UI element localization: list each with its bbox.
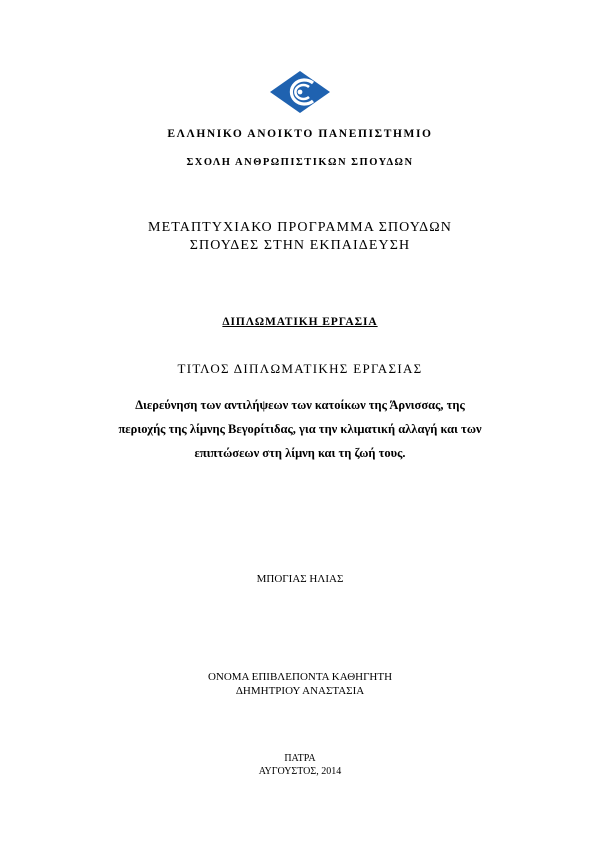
- thesis-title: [0, 393, 600, 465]
- school-name: ΣΧΟΛΗ ΑΝΘΡΩΠΙΣΤΙΚΩΝ ΣΠΟΥΔΩΝ: [186, 157, 414, 168]
- thesis-title-line: περιοχής της λίμνης Βεγορίτιδας, για την κλιματική αλλαγή και των: [118, 422, 482, 436]
- thesis-title-line: Διερεύνηση των αντιλήψεων των κατοίκων της Άρνισσας, της: [135, 398, 465, 412]
- author-name: ΜΠΟΓΙΑΣ ΗΛΙΑΣ: [256, 573, 344, 585]
- program-name: ΜΕΤΑΠΤΥΧΙΑΚΟ ΠΡΟΓΡΑΜΜΑ ΣΠΟΥΔΩΝ: [148, 220, 452, 235]
- supervisor-name: ΔΗΜΗΤΡΙΟΥ ΑΝΑΣΤΑΣΙΑ: [235, 685, 365, 697]
- date: ΑΥΓΟΥΣΤΟΣ, 2014: [258, 766, 342, 777]
- program-block: [0, 219, 600, 255]
- title-heading: ΤΙΤΛΟΣ ΔΙΠΛΩΜΑΤΙΚΗΣ ΕΡΓΑΣΙΑΣ: [177, 361, 423, 376]
- university-logo-icon: [269, 70, 331, 114]
- supervisor-block: [0, 670, 600, 698]
- program-specialization: ΣΠΟΥΔΕΣ ΣΤΗΝ ΕΚΠΑΙΔΕΥΣΗ: [189, 238, 411, 253]
- university-name: ΕΛΛΗΝΙΚΟ ΑΝΟΙΚΤΟ ΠΑΝΕΠΙΣΤΗΜΙΟ: [167, 128, 433, 140]
- place-date-block: [0, 752, 600, 778]
- thesis-title-line: επιπτώσεων στη λίμνη και τη ζωή τους.: [194, 446, 406, 460]
- place: ΠΑΤΡΑ: [284, 753, 316, 764]
- supervisor-label: ΟΝΟΜΑ ΕΠΙΒΛΕΠΟΝΤΑ ΚΑΘΗΓΗΤΗ: [207, 671, 393, 683]
- thesis-type: ΔΙΠΛΩΜΑΤΙΚΗ ΕΡΓΑΣΙΑ: [222, 316, 378, 328]
